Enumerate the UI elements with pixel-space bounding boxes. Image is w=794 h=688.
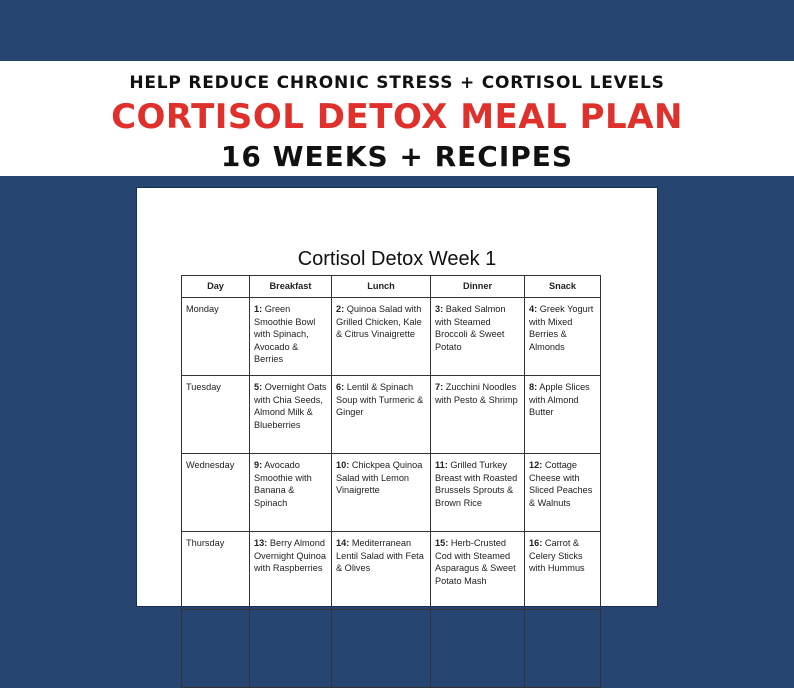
meal-cell: [431, 454, 525, 532]
meal-text: Avocado Smoothie with Banana & Spinach: [254, 460, 312, 508]
meal-plan-sheet: [136, 187, 658, 607]
meal-cell: [332, 376, 431, 454]
meal-number: 16:: [529, 538, 543, 548]
day-cell: [182, 610, 250, 688]
meal-cell: [250, 454, 332, 532]
meal-cell: [525, 532, 601, 610]
meal-number: 10:: [336, 460, 350, 470]
column-header-dinner: Dinner: [431, 276, 525, 298]
meal-cell: [431, 376, 525, 454]
meal-number: 14:: [336, 538, 350, 548]
meal-number: 6:: [336, 382, 345, 392]
meal-cell: [431, 610, 525, 688]
meal-number: 7:: [435, 382, 444, 392]
column-header-snack: Snack: [525, 276, 601, 298]
meal-number: 1:: [254, 304, 263, 314]
table-header-row: [182, 276, 601, 298]
meal-cell: [431, 532, 525, 610]
title-banner: [0, 61, 794, 176]
meal-number: 3:: [435, 304, 444, 314]
meal-text: Lentil & Spinach Soup with Turmeric & Ginger: [336, 382, 424, 417]
meal-cell: [431, 298, 525, 376]
meal-cell: [525, 298, 601, 376]
meal-number: 4:: [529, 304, 538, 314]
meal-text: Berry Almond Overnight Quinoa with Raspberries: [254, 538, 327, 573]
table-row-partial: [182, 610, 601, 688]
main-title: CORTISOL DETOX MEAL PLAN: [111, 97, 683, 137]
meal-number: 11:: [435, 460, 448, 470]
subtitle: 16 WEEKS + RECIPES: [220, 140, 574, 173]
meal-text: Cottage Cheese with Sliced Peaches & Walnuts: [529, 460, 593, 508]
meal-number: 8:: [529, 382, 538, 392]
meal-text: Zucchini Noodles with Pesto & Shrimp: [435, 382, 518, 405]
meal-text: Carrot & Celery Sticks with Hummus: [529, 538, 585, 573]
day-cell: Monday: [182, 298, 250, 376]
meal-cell: [250, 376, 332, 454]
meal-number: 12:: [529, 460, 543, 470]
meal-cell: [525, 454, 601, 532]
table-row: [182, 532, 601, 610]
meal-text: Apple Slices with Almond Butter: [529, 382, 590, 417]
meal-cell: [332, 532, 431, 610]
column-header-breakfast: Breakfast: [250, 276, 332, 298]
day-cell: Thursday: [182, 532, 250, 610]
column-header-lunch: Lunch: [332, 276, 431, 298]
meal-text: Quinoa Salad with Grilled Chicken, Kale & Citrus Vinaigrette: [336, 304, 422, 339]
meal-cell: [525, 376, 601, 454]
meal-text: Herb-Crusted Cod with Steamed Asparagus & Sweet Potato Mash: [435, 538, 516, 586]
meal-cell: [332, 298, 431, 376]
meal-text: Mediterranean Lentil Salad with Feta & Olives: [336, 538, 424, 573]
meal-cell: [332, 610, 431, 688]
meal-text: Baked Salmon with Steamed Broccoli & Sweet Potato: [435, 304, 506, 352]
meal-number: 5:: [254, 382, 263, 392]
meal-text: Greek Yogurt with Mixed Berries & Almonds: [529, 304, 594, 352]
meal-number: 13:: [254, 538, 268, 548]
table-row: [182, 454, 601, 532]
meal-number: 2:: [336, 304, 345, 314]
meal-cell: [250, 610, 332, 688]
table-row: [182, 376, 601, 454]
meal-number: 15:: [435, 538, 449, 548]
meal-cell: [250, 298, 332, 376]
column-header-day: Day: [182, 276, 250, 298]
meal-text: Grilled Turkey Breast with Roasted Brussels Sprouts & Brown Rice: [435, 460, 518, 508]
table-row: [182, 298, 601, 376]
meal-text: Green Smoothie Bowl with Spinach, Avocado & Berries: [254, 304, 316, 364]
meal-number: 9:: [254, 460, 263, 470]
meal-text: Overnight Oats with Chia Seeds, Almond Milk & Blueberries: [254, 382, 327, 430]
meal-text: Chickpea Quinoa Salad with Lemon Vinaigrette: [336, 460, 423, 495]
meal-cell: [525, 610, 601, 688]
meal-cell: [250, 532, 332, 610]
day-cell: Wednesday: [182, 454, 250, 532]
week-title: Cortisol Detox Week 1: [297, 248, 497, 270]
meal-cell: [332, 454, 431, 532]
meal-plan-table: [181, 275, 601, 688]
day-cell: Tuesday: [182, 376, 250, 454]
tagline: HELP REDUCE CHRONIC STRESS + CORTISOL LEVELS: [129, 73, 665, 93]
